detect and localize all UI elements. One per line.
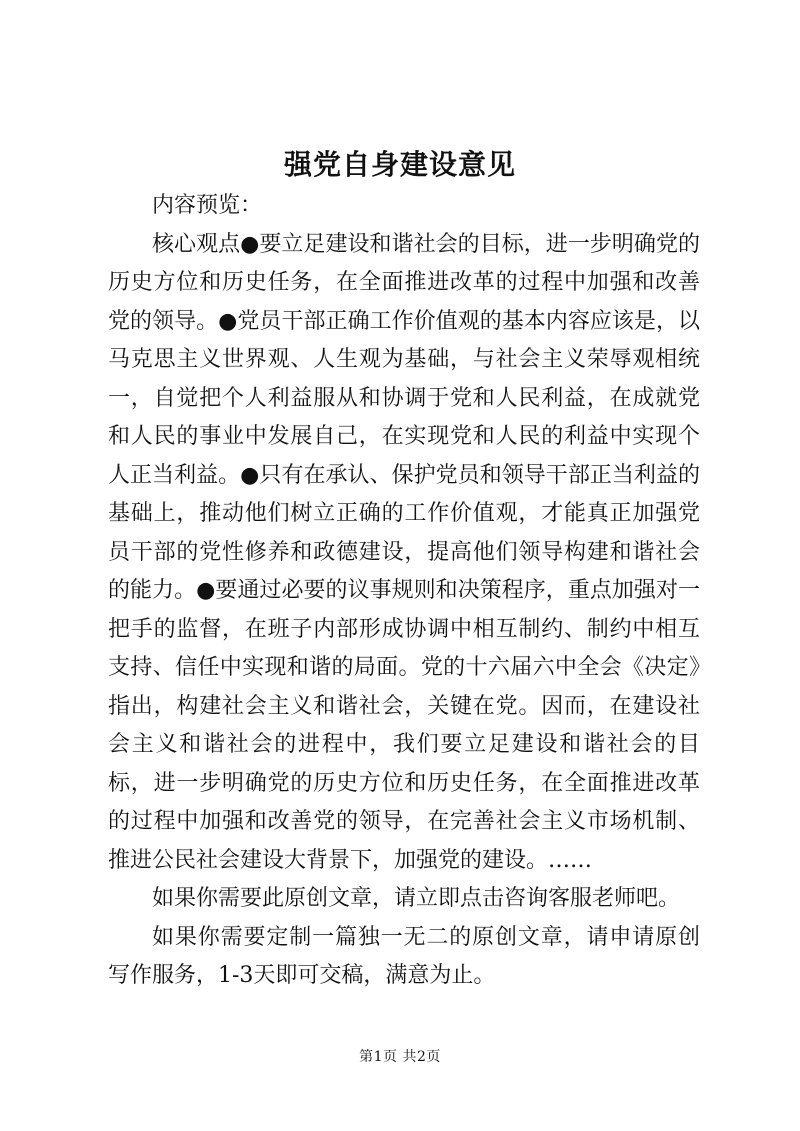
preview-label: 内容预览：: [152, 193, 263, 218]
document-title: 强党自身建设意见: [283, 148, 516, 181]
core-points-paragraph: 核心观点●要立足建设和谐社会的目标，进一步明确党的历史方位和历史任务，在全面推进改革的过程中加强和改善党的领导。●党员干部正确工作价值观的基本内容应该是，以马克思主义世界观、人生观为基础，与社会主义荣辱观相统一，自觉把个人利益服从和协调于党和人民利益，在成就党和人民的事业中发展自己，在实现党和人民的利益中实现个人正当利益。●只有在承认、保护党员和领导干部正当利益的基础上，推动他们树立正确的工作价值观，才能真正加强党员干部的党性修养和政德建设，提高他们领导构建和谐社会的能力。●要通过必要的议事规则和决策程序，重点加强对一把手的监督，在班子内部形成协调中相互制约、制约中相互支持、信任中实现和谐的局面。党的十六届六中全会《决定》指出，构建社会主义和谐社会，关键在党。因而，在建设社会主义和谐社会的进程中，我们要立足建设和谐社会的目标，进一步明确党的历史方位和历史任务，在全面推进改革的过程中加强和改善党的领导，在完善社会主义市场机制、推进公民社会建设大背景下，加强党的建设。……: [108, 231, 700, 873]
document-body: [108, 187, 700, 996]
page-number-footer: 第1页 共2页: [359, 1049, 441, 1065]
consult-prompt-paragraph: 如果你需要此原创文章，请立即点击咨询客服老师吧。: [152, 886, 681, 911]
custom-writing-paragraph: 如果你需要定制一篇独一无二的原创文章，请申请原创写作服务，1-3天即可交稿，满意为止。: [108, 924, 700, 988]
